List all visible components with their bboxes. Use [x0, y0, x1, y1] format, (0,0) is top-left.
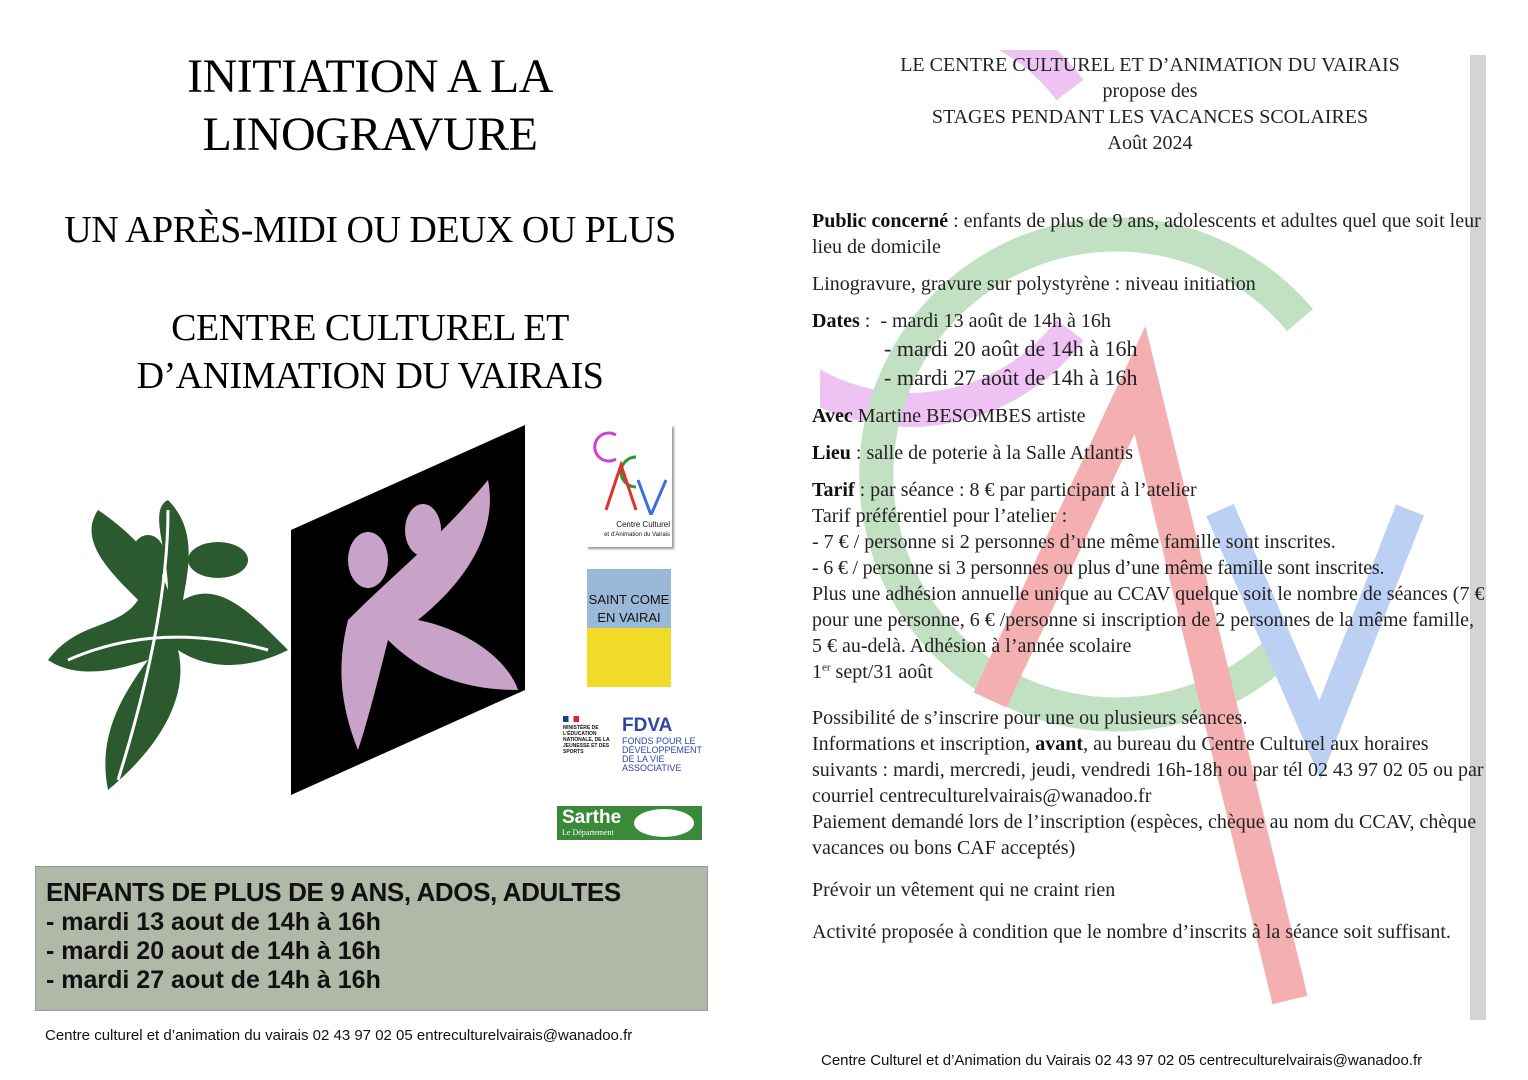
audience-dates-box: ENFANTS DE PLUS DE 9 ANS, ADOS, ADULTES - mardi 13 aout de 14h à 16h - mardi 20 aout de 14h à 16h - mardi 27 aout de 14h à 16h — [35, 866, 708, 1011]
right-header: LE CENTRE CULTUREL ET D’ANIMATION DU VAIRAIS propose des STAGES PENDANT LES VACANCES SCOLAIRES Août 2024 — [900, 54, 1400, 154]
subtitle: UN APRÈS-MIDI OU DEUX OU PLUS — [64, 209, 676, 251]
left-footer: Centre culturel et d’animation du vairais 02 43 97 02 05 entreculturelvairais@wanadoo.fr — [45, 1027, 633, 1044]
public-section: Public concerné : enfants de plus de 9 ans, adolescents et adultes quel que soit leur lieu de domicile — [812, 210, 1481, 258]
oak-leaf-illustration — [18, 420, 538, 800]
fdva-logo: FDVA FONDS POUR LE DÉVELOPPEMENT DE LA VIE ASSOCIATIVE — [622, 715, 702, 773]
dates-section: Dates : - mardi 13 août de 14h à 16h - mardi 20 août de 14h à 16h - mardi 27 août de 14h à 16h — [812, 310, 1138, 390]
ccav-logo: Centre Culturel et d’Animation du Vairais — [586, 425, 672, 547]
right-footer: Centre Culturel et d’Animation du Vairais 02 43 97 02 05 centreculturelvairais@wanadoo.fr — [821, 1052, 1423, 1069]
saint-come-logo: SAINT COME EN VAIRAI — [587, 569, 671, 687]
location: Lieu : salle de poterie à la Salle Atlantis — [812, 442, 1134, 464]
artist: Avec Martine BESOMBES artiste — [812, 405, 1086, 427]
right-body — [812, 208, 1488, 945]
sarthe-logo: Sarthe Le Département — [557, 806, 702, 840]
pricing-section: Tarif : par séance : 8 € par participant à l’atelier Tarif préférentiel pour l’atelier : - 7 € / personne si 2 personnes d’une même famille sont inscrites. - 6 € / personne si 3 personnes ou plus d’une même famille sont inscrites. Plus une adhésion annuelle unique au CCAV quelque soit le nombre de séances (7 € pour une personne, 6 € /personne si inscription de 2 personnes de la même famille, 5 € au-delà. Adhésion à l’année scolaire 1er sept/31 août — [812, 479, 1485, 683]
page-title: INITIATION A LA LINOGRAVURE — [187, 50, 553, 161]
level-text: Linogravure, gravure sur polystyrène : niveau initiation — [812, 273, 1256, 295]
venue-title: CENTRE CULTUREL ET D’ANIMATION DU VAIRAIS — [136, 307, 604, 397]
ministere-logo: MINISTÈRE DE L’ÉDUCATION NATIONALE, DE LA JEUNESSE ET DES SPORTS — [563, 716, 619, 755]
registration-section: Possibilité de s’inscrire pour une ou plusieurs séances. Informations et inscription, avant, au bureau du Centre Culturel aux horaires suivants : mardi, mercredi, jeudi, vendredi 16h-18h ou par tél 02 43 97 02 05 ou par courriel centreculturelvairais@wanadoo.fr Paiement demandé lors de l’inscription (espèces, chèque au nom du CCAV, chèque vacances ou bons CAF acceptés) Prévoir un vêtement qui ne craint rien Activité proposée à condition que le nombre d’inscrits à la séance soit suffisant. — [812, 707, 1484, 943]
